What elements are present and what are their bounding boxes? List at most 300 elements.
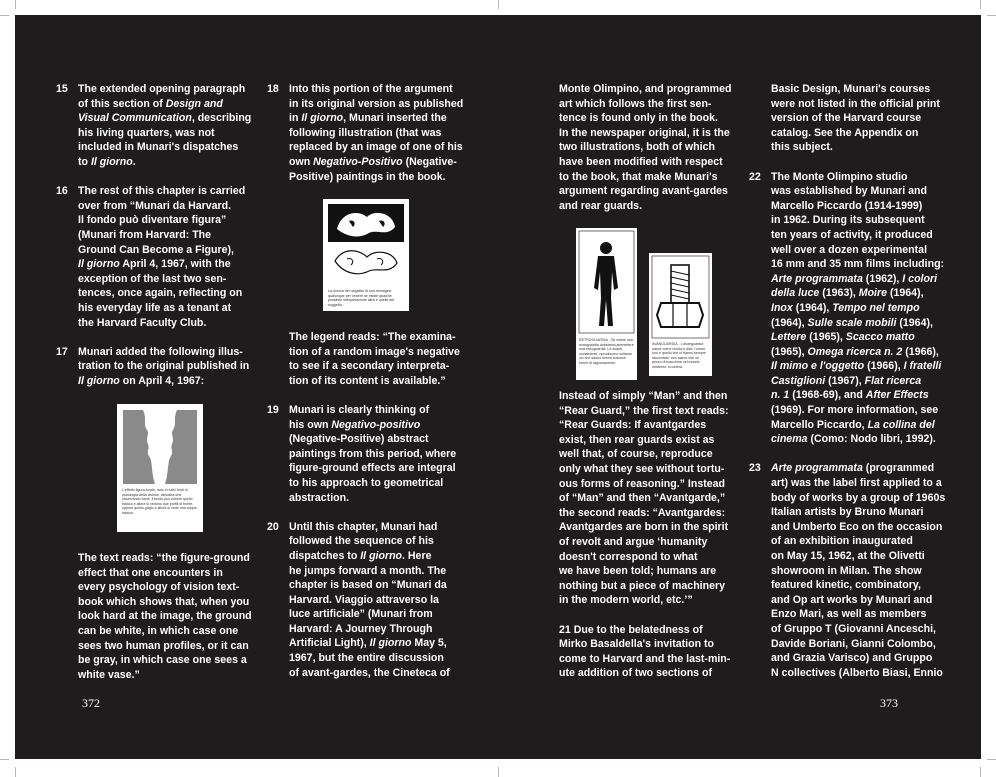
text-line xyxy=(78,359,258,374)
text-line xyxy=(78,580,258,595)
text-run: of Gruppo T (Giovanni Anceschi, xyxy=(771,622,936,635)
text-run: have been modified with respect xyxy=(559,155,723,168)
text-line xyxy=(771,257,961,272)
column-3 xyxy=(559,82,739,228)
figure-caption: La ricerca del negativo di una immagine qualunque per vedere se esiste qualche possibile interpretazione altra e quella del soggetto. xyxy=(328,289,395,307)
text-run: this subject. xyxy=(771,141,833,154)
text-line xyxy=(78,301,258,316)
italic-text: Sulle scale mobili xyxy=(807,316,897,329)
footnote-number: 18 xyxy=(267,83,279,95)
italic-text: Tempo nel tempo xyxy=(832,301,920,314)
text-run: in the modern world, etc.’” xyxy=(559,594,693,607)
text-line xyxy=(78,609,258,624)
text-line xyxy=(78,551,258,566)
footnote-18 xyxy=(267,82,469,184)
page-number-left: 372 xyxy=(82,696,100,710)
text-line xyxy=(78,668,258,683)
text-line xyxy=(289,97,469,112)
text-line xyxy=(771,432,961,447)
text-run: included in Munari's dispatches xyxy=(78,141,239,154)
text-run: The text reads: “the figure-ground xyxy=(78,552,250,564)
text-run: to the book, that make Munari's xyxy=(559,170,718,183)
text-run: (Munari from Harvard: The xyxy=(78,228,212,241)
text-line xyxy=(289,155,469,170)
text-line xyxy=(289,564,469,579)
text-line xyxy=(771,213,961,228)
crop-mark xyxy=(980,767,981,777)
text-run: well that, of course, reproduce xyxy=(559,448,713,461)
text-run: Harvard: A Journey Through xyxy=(289,622,433,635)
text-line xyxy=(559,82,739,97)
text-run: . xyxy=(132,155,136,168)
text-run: effect that one encounters in xyxy=(78,566,223,579)
text-run: (1965), xyxy=(806,331,846,344)
column-2-lower xyxy=(267,330,469,695)
text-line xyxy=(771,622,961,637)
text-line xyxy=(771,520,961,535)
text-run: 16 mm and 35 mm films including: xyxy=(771,258,945,271)
text-line xyxy=(78,243,258,258)
text-line xyxy=(771,593,961,608)
crop-mark xyxy=(987,759,996,760)
text-run: 1967, but the entire discussion xyxy=(289,652,444,665)
text-line xyxy=(771,461,961,476)
text-run: on May 15, 1962, at the Olivetti xyxy=(771,550,925,562)
footnote-number: 23 xyxy=(749,462,761,475)
text-line xyxy=(771,388,961,403)
text-run: chapter is based on “Munari da xyxy=(289,579,447,592)
text-run: his own xyxy=(289,418,332,431)
text-line xyxy=(771,272,961,287)
footnote-number: 20 xyxy=(267,520,279,533)
text-line xyxy=(559,418,739,433)
text-run: (programmed xyxy=(862,462,935,475)
text-line xyxy=(771,286,961,301)
italic-text: Arte programmata xyxy=(771,272,863,285)
text-run: Positive) paintings in the book. xyxy=(289,170,446,183)
footnote-text xyxy=(289,520,469,681)
text-line xyxy=(559,433,739,448)
text-line xyxy=(289,170,469,185)
text-run: The legend reads: “The examina- xyxy=(289,331,456,343)
text-run: ous forms of reasoning.” Instead xyxy=(559,477,725,490)
text-run: art) was the label first applied to a xyxy=(771,477,942,490)
footnote-15 xyxy=(56,82,258,170)
text-line xyxy=(771,637,961,652)
text-run: (1964), xyxy=(771,316,808,329)
text-line xyxy=(771,564,961,579)
text-line xyxy=(771,491,961,506)
text-line xyxy=(771,97,961,112)
text-line xyxy=(559,520,739,535)
text-run: 21 Due to the belatedness of xyxy=(559,623,703,636)
text-run: of this section of xyxy=(78,97,166,110)
italic-text: cinema xyxy=(771,433,808,446)
text-line xyxy=(78,374,258,389)
text-run: to see if a secondary interpreta- xyxy=(289,360,450,373)
text-run: showroom in Milan. The show xyxy=(771,564,922,577)
footnote-20-continued xyxy=(559,82,739,213)
text-line xyxy=(771,651,961,666)
text-run: Italian artists by Bruno Munari xyxy=(771,506,924,519)
italic-text: Inox xyxy=(771,301,793,314)
footnote-number: 17 xyxy=(56,345,68,358)
text-run: nothing but a piece of machinery xyxy=(559,579,725,592)
crop-mark xyxy=(0,759,9,760)
footnote-number: 16 xyxy=(56,185,68,198)
text-run: book which shows that, when you xyxy=(78,595,250,608)
text-line xyxy=(771,345,961,360)
text-run: (Negative- xyxy=(402,155,457,168)
text-line xyxy=(559,623,739,638)
text-run: In the newspaper original, it is the xyxy=(559,126,730,139)
text-line xyxy=(771,170,961,185)
text-line xyxy=(771,330,961,345)
footnote-text xyxy=(78,82,258,170)
text-run: featured kinetic, combinatory, xyxy=(771,579,921,592)
text-line xyxy=(771,418,961,433)
text-line xyxy=(289,111,469,126)
text-run: version of the Harvard course xyxy=(771,112,922,125)
text-line xyxy=(78,184,258,199)
text-run: Basic Design, Munari's courses xyxy=(771,83,931,95)
text-run: (Como: Nodo libri, 1992). xyxy=(807,433,936,446)
italic-text: n. 1 xyxy=(771,389,790,402)
text-run: well over a dozen experimental xyxy=(771,243,928,256)
text-line xyxy=(78,345,258,360)
text-line xyxy=(78,97,258,112)
text-line xyxy=(559,564,739,579)
text-line xyxy=(559,579,739,594)
figure-caption: RETROGUARDIA - Se esiste una avanguardia dobbiamo ammettere una retroguardia. Le avanti, ovviamente, riproducono soltanto ciò che sanno senza tortuose forme di ragionamento. xyxy=(579,338,634,365)
text-line xyxy=(559,652,739,667)
text-line xyxy=(771,301,961,316)
footnote-19 xyxy=(267,403,469,505)
text-line xyxy=(771,111,961,126)
text-line xyxy=(771,666,961,681)
text-run: followed the sequence of his xyxy=(289,535,434,548)
italic-text: Castiglioni xyxy=(771,374,826,387)
italic-text: La collina del xyxy=(867,418,935,431)
text-run: every psychology of vision text- xyxy=(78,581,240,594)
text-line xyxy=(289,549,469,564)
text-line xyxy=(78,639,258,654)
column-3-lower xyxy=(559,389,739,695)
italic-text: Visual Communication xyxy=(78,112,192,125)
text-run: abstraction. xyxy=(289,491,350,504)
text-run: was established by Munari and xyxy=(771,185,928,198)
text-run: April 4, 1967, with the xyxy=(119,258,231,271)
text-run: only what they see without tortu- xyxy=(559,462,725,475)
text-line xyxy=(289,345,469,360)
text-run: his living quarters, was not xyxy=(78,126,215,139)
footnote-text xyxy=(78,184,258,330)
text-run: , describing xyxy=(191,112,252,125)
text-line xyxy=(289,491,469,506)
text-run: Monte Olimpino, and programmed xyxy=(559,83,732,95)
text-run: of an exhibition inaugurated xyxy=(771,535,913,548)
text-run: ten years of activity, it produced xyxy=(771,228,933,241)
italic-text: Moire xyxy=(858,287,888,300)
text-run: (1962), xyxy=(862,272,903,285)
text-line xyxy=(771,82,961,97)
text-run: luce artificiale” (Munari from xyxy=(289,608,433,621)
text-run: the second reads: “Avantgardes: xyxy=(559,506,726,519)
text-line xyxy=(559,477,739,492)
text-line xyxy=(771,184,961,199)
text-line xyxy=(559,111,739,126)
text-run: Marcello Piccardo, xyxy=(771,418,868,431)
man-legend-text xyxy=(559,389,739,608)
text-line xyxy=(559,389,739,404)
text-line xyxy=(289,447,469,462)
text-run: doesn't correspond to what xyxy=(559,550,698,563)
text-line xyxy=(289,432,469,447)
text-run: following illustration (that was xyxy=(289,126,442,139)
text-line xyxy=(78,82,258,97)
italic-text: Negativo-Positivo xyxy=(313,155,403,168)
text-line xyxy=(289,666,469,681)
text-run: were not listed in the official print xyxy=(771,97,940,110)
text-line xyxy=(78,566,258,581)
text-run: (1967), xyxy=(825,374,865,387)
italic-text: Il giorno xyxy=(369,637,412,650)
text-line xyxy=(78,316,258,331)
text-run: The rest of this chapter is carried xyxy=(78,185,246,198)
text-run: figure-ground effects are integral xyxy=(289,462,456,475)
footnote-22 xyxy=(749,170,961,447)
text-line xyxy=(559,184,739,199)
figure-caption: L'effetto figura-fondo, noto in tutti i testi di psicologia della visione, dimostra che, osservando bene, il fondo può essere quello bianco e allora si vedono due profili di fronte, oppure quello grigio e allora si vede una coppa bianca. xyxy=(122,488,197,515)
text-run: in 1962. During its subsequent xyxy=(771,214,925,227)
italic-text: Flat ricerca xyxy=(864,374,922,387)
text-run: (1966), xyxy=(864,360,904,373)
footnote-number: 19 xyxy=(267,403,279,416)
text-line xyxy=(771,374,961,389)
text-line xyxy=(289,651,469,666)
text-line xyxy=(771,534,961,549)
text-line xyxy=(559,593,739,608)
italic-text: Il giorno xyxy=(360,549,403,562)
text-run: in its original version as published xyxy=(289,97,464,110)
text-run: Harvard. Viaggio attraverso la xyxy=(289,593,439,606)
italic-text: Il giorno xyxy=(301,112,344,125)
text-run: (1964), xyxy=(887,287,924,300)
text-run: Artificial Light), xyxy=(289,637,370,650)
text-run: The Monte Olimpino studio xyxy=(771,170,908,183)
text-run: tences, once again, reflecting on xyxy=(78,287,243,300)
text-line xyxy=(289,403,469,418)
text-run: tion of its content is available.” xyxy=(289,374,446,387)
text-line xyxy=(289,461,469,476)
text-run: Avantgardes are born in the spirit xyxy=(559,521,729,534)
text-line xyxy=(771,316,961,331)
text-run: and rear guards. xyxy=(559,199,643,212)
text-line xyxy=(78,624,258,639)
text-run: in xyxy=(289,112,302,125)
text-run: tence is found only in the book. xyxy=(559,112,718,125)
text-run: May 5, xyxy=(411,637,447,650)
footnote-number: 15 xyxy=(56,83,68,95)
footnote-20 xyxy=(267,520,469,681)
text-line xyxy=(771,126,961,141)
text-run: (1968-69), and xyxy=(789,389,866,402)
text-line xyxy=(78,257,258,272)
text-line xyxy=(78,126,258,141)
italic-text: Lettere xyxy=(771,331,807,344)
text-run: “Rear Guard,” the first text reads: xyxy=(559,404,729,417)
text-run: (1963), xyxy=(819,287,859,300)
text-line xyxy=(559,535,739,550)
text-run: two illustrations, both of which xyxy=(559,141,715,154)
text-run: we have been told; humans are xyxy=(559,565,717,578)
text-run: exist, then rear guards exist as xyxy=(559,433,715,446)
text-line xyxy=(78,595,258,610)
text-run: Mirko Basaldella's invitation to xyxy=(559,638,714,651)
italic-text: Arte programmata xyxy=(771,462,863,475)
italic-text: Il giorno xyxy=(78,374,120,387)
footnote-16 xyxy=(56,184,258,330)
text-run: own xyxy=(289,155,314,168)
footnote-21-continued xyxy=(771,82,961,155)
text-run: dispatches to xyxy=(289,549,361,562)
text-line xyxy=(559,155,739,170)
text-line xyxy=(289,418,469,433)
text-line xyxy=(559,97,739,112)
text-run: The extended opening paragraph xyxy=(78,83,246,95)
text-line xyxy=(559,637,739,652)
text-run: exception of the last two sen- xyxy=(78,272,227,285)
text-run: tration to the original published in xyxy=(78,360,250,373)
text-line xyxy=(289,520,469,535)
crop-mark xyxy=(498,0,499,9)
figure-man-illustration xyxy=(576,228,637,380)
page-number-right: 373 xyxy=(880,696,898,710)
text-line xyxy=(289,330,469,345)
text-run: Ground Can Become a Figure), xyxy=(78,243,234,256)
text-run: white vase.” xyxy=(78,668,140,681)
text-run: argument regarding avant-gardes xyxy=(559,185,728,198)
italic-text: After Effects xyxy=(865,389,929,402)
text-run: can be white, in which case one xyxy=(78,624,239,637)
text-line xyxy=(559,170,739,185)
text-run: tion of a random image's negative xyxy=(289,345,460,358)
figure-bolt-illustration xyxy=(649,253,712,376)
text-run: Into this portion of the argument xyxy=(289,83,453,95)
italic-text: Design and xyxy=(165,97,223,110)
text-run: over from “Munari da Harvard. xyxy=(78,199,232,212)
text-run: on April 4, 1967: xyxy=(119,374,205,387)
crop-mark xyxy=(987,15,996,16)
italic-text: Il mimo e l'oggetto xyxy=(771,360,865,373)
text-run: Munari added the following illus- xyxy=(78,345,243,358)
footnote-text xyxy=(771,82,961,155)
text-line xyxy=(559,404,739,419)
text-line xyxy=(78,213,258,228)
footnote-number: 22 xyxy=(749,170,761,183)
text-line xyxy=(78,140,258,155)
crop-mark xyxy=(15,767,16,777)
text-line xyxy=(771,199,961,214)
text-line xyxy=(78,272,258,287)
footnote-text xyxy=(771,170,961,447)
footnote-text xyxy=(559,82,739,213)
vase-legend-text xyxy=(78,551,258,682)
text-run: and Grazia Varisco) and Gruppo xyxy=(771,652,933,665)
italic-text: I fratelli xyxy=(903,360,942,373)
text-line xyxy=(559,666,739,681)
text-line xyxy=(289,607,469,622)
crop-mark xyxy=(498,767,499,777)
text-line xyxy=(559,506,739,521)
crop-mark xyxy=(980,0,981,9)
text-line xyxy=(289,622,469,637)
footnote-text xyxy=(289,82,469,184)
footnote-17 xyxy=(56,345,258,389)
text-line xyxy=(559,199,739,214)
text-run: N collectives (Alberto Biasi, Ennio xyxy=(771,666,943,679)
footnote-text xyxy=(771,461,961,680)
text-line xyxy=(559,462,739,477)
text-run: his everyday life as a tenant at xyxy=(78,301,232,314)
text-line xyxy=(771,243,961,258)
figure-negative-illustration xyxy=(323,199,409,311)
text-line xyxy=(771,476,961,491)
text-run: to xyxy=(78,155,91,168)
text-run: paintings from this period, where xyxy=(289,447,457,460)
text-run: look hard at the image, the ground xyxy=(78,610,252,623)
text-line xyxy=(78,228,258,243)
text-run: Davide Boriani, Gianni Colombo, xyxy=(771,637,936,650)
italic-text: della luce xyxy=(771,287,820,300)
crop-mark xyxy=(0,15,9,16)
text-run: of avant-gardes, the Cineteca of xyxy=(289,666,450,679)
text-run: and Umberto Eco on the occasion xyxy=(771,520,943,533)
text-run: of revolt and argue ‘humanity xyxy=(559,535,708,548)
text-line xyxy=(771,140,961,155)
text-line xyxy=(289,578,469,593)
italic-text: Negativo-positivo xyxy=(331,418,421,431)
text-run: come to Harvard and the last-min- xyxy=(559,652,731,665)
text-run: sees two human profiles, or it can xyxy=(78,639,249,652)
text-line xyxy=(559,140,739,155)
column-1 xyxy=(56,82,258,403)
figure-vase-illustration xyxy=(117,404,203,532)
text-run: (1969). For more information, see xyxy=(771,404,939,417)
text-run: . Here xyxy=(402,549,432,562)
text-line xyxy=(559,491,739,506)
italic-text: Il giorno xyxy=(78,258,120,271)
text-line xyxy=(78,155,258,170)
text-run: to his approach to geometrical xyxy=(289,476,444,489)
text-line xyxy=(289,534,469,549)
footnote-23 xyxy=(749,461,961,680)
footnote-text xyxy=(78,551,258,682)
text-run: (1964), xyxy=(792,301,833,314)
text-line xyxy=(289,636,469,651)
column-4 xyxy=(749,82,961,695)
italic-text: Il giorno xyxy=(90,155,133,168)
crop-mark xyxy=(15,0,16,9)
text-run: Munari is clearly thinking of xyxy=(289,403,430,416)
text-line xyxy=(771,549,961,564)
text-run: ute addition of two sections of xyxy=(559,667,713,680)
text-run: body of works by a group of 1960s xyxy=(771,491,946,504)
footnote-21 xyxy=(559,623,739,681)
text-line xyxy=(289,359,469,374)
text-line xyxy=(289,593,469,608)
text-run: Marcello Piccardo (1914-1999) xyxy=(771,199,923,212)
